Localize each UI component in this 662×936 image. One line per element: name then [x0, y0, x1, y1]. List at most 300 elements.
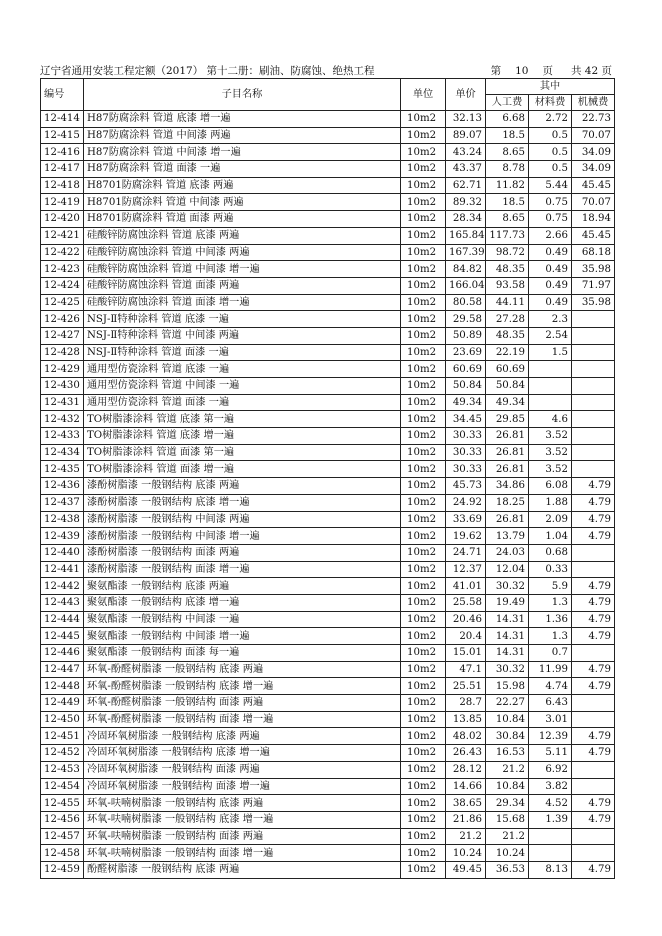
row-material-cost: 12.39	[529, 728, 572, 745]
row-code: 12-441	[41, 561, 84, 578]
row-labor-cost: 21.2	[486, 761, 529, 778]
row-unit-price: 49.45	[446, 861, 486, 878]
row-code: 12-428	[41, 344, 84, 361]
row-item-name: 漆酚树脂漆 一般钢结构 中间漆 增一遍	[84, 528, 401, 545]
table-row	[41, 611, 615, 628]
row-unit: 10m2	[401, 578, 446, 595]
document-title: 辽宁省通用安装工程定额（2017） 第十二册：刷油、防腐蚀、绝热工程	[40, 65, 375, 77]
row-unit-price: 50.84	[446, 378, 486, 395]
row-item-name: 漆酚树脂漆 一般钢结构 面漆 两遍	[84, 544, 401, 561]
row-labor-cost: 8.78	[486, 161, 529, 178]
row-material-cost: 0.75	[529, 194, 572, 211]
row-code: 12-418	[41, 177, 84, 194]
row-item-name: 环氧-酚醛树脂漆 一般钢结构 底漆 增一遍	[84, 678, 401, 695]
table-row	[41, 861, 615, 878]
row-unit-price: 167.39	[446, 244, 486, 261]
row-machine-cost: 4.79	[572, 511, 615, 528]
row-machine-cost	[572, 394, 615, 411]
row-item-name: 环氧-呋喃树脂漆 一般钢结构 底漆 两遍	[84, 795, 401, 812]
table-row	[41, 211, 615, 228]
row-machine-cost: 71.97	[572, 277, 615, 294]
row-unit-price: 38.65	[446, 795, 486, 812]
row-code: 12-451	[41, 728, 84, 745]
table-row	[41, 144, 615, 161]
row-unit-price: 48.02	[446, 728, 486, 745]
row-material-cost: 0.49	[529, 244, 572, 261]
row-code: 12-454	[41, 778, 84, 795]
row-unit: 10m2	[401, 695, 446, 712]
row-unit: 10m2	[401, 344, 446, 361]
row-item-name: 硅酸锌防腐蚀涂料 管道 中间漆 增一遍	[84, 261, 401, 278]
row-item-name: H87防腐涂料 管道 面漆 一遍	[84, 161, 401, 178]
table-row	[41, 161, 615, 178]
table-row	[41, 745, 615, 762]
row-unit: 10m2	[401, 127, 446, 144]
row-machine-cost: 4.79	[572, 494, 615, 511]
row-unit-price: 20.4	[446, 628, 486, 645]
row-unit-price: 15.01	[446, 645, 486, 662]
row-labor-cost: 13.79	[486, 528, 529, 545]
row-code: 12-416	[41, 144, 84, 161]
row-item-name: 漆酚树脂漆 一般钢结构 底漆 两遍	[84, 478, 401, 495]
row-labor-cost: 22.19	[486, 344, 529, 361]
row-unit: 10m2	[401, 394, 446, 411]
row-machine-cost	[572, 561, 615, 578]
table-row	[41, 344, 615, 361]
row-unit-price: 89.07	[446, 127, 486, 144]
row-code: 12-442	[41, 578, 84, 595]
row-item-name: H87防腐涂料 管道 底漆 增一遍	[84, 111, 401, 128]
row-unit-price: 49.34	[446, 394, 486, 411]
table-row	[41, 711, 615, 728]
row-unit-price: 60.69	[446, 361, 486, 378]
row-material-cost: 0.5	[529, 144, 572, 161]
table-row	[41, 695, 615, 712]
row-item-name: NSJ-Ⅱ特种涂料 管道 底漆 一遍	[84, 311, 401, 328]
row-code: 12-436	[41, 478, 84, 495]
row-labor-cost: 36.53	[486, 861, 529, 878]
row-unit-price: 43.37	[446, 161, 486, 178]
row-item-name: H8701防腐涂料 管道 面漆 两遍	[84, 211, 401, 228]
table-row	[41, 778, 615, 795]
row-item-name: 聚氨酯漆 一般钢结构 中间漆 一遍	[84, 611, 401, 628]
row-machine-cost: 34.09	[572, 144, 615, 161]
row-machine-cost	[572, 828, 615, 845]
row-unit: 10m2	[401, 277, 446, 294]
row-code: 12-438	[41, 511, 84, 528]
table-row	[41, 311, 615, 328]
row-item-name: 硅酸锌防腐蚀涂料 管道 底漆 两遍	[84, 227, 401, 244]
row-machine-cost: 70.07	[572, 127, 615, 144]
row-unit-price: 21.86	[446, 811, 486, 828]
row-unit: 10m2	[401, 227, 446, 244]
row-machine-cost	[572, 327, 615, 344]
row-unit-price: 30.33	[446, 428, 486, 445]
row-material-cost: 8.13	[529, 861, 572, 878]
row-material-cost: 0.49	[529, 294, 572, 311]
row-item-name: 冷固环氧树脂漆 一般钢结构 底漆 增一遍	[84, 745, 401, 762]
row-material-cost: 0.49	[529, 277, 572, 294]
row-material-cost: 0.5	[529, 127, 572, 144]
row-machine-cost	[572, 344, 615, 361]
row-item-name: 环氧-呋喃树脂漆 一般钢结构 面漆 增一遍	[84, 845, 401, 862]
row-item-name: 聚氨酯漆 一般钢结构 面漆 每一遍	[84, 645, 401, 662]
row-machine-cost	[572, 544, 615, 561]
row-code: 12-425	[41, 294, 84, 311]
table-row	[41, 361, 615, 378]
row-code: 12-435	[41, 461, 84, 478]
table-row	[41, 428, 615, 445]
row-unit-price: 29.58	[446, 311, 486, 328]
row-labor-cost: 15.98	[486, 678, 529, 695]
row-code: 12-448	[41, 678, 84, 695]
row-unit-price: 32.13	[446, 111, 486, 128]
row-unit: 10m2	[401, 194, 446, 211]
table-row	[41, 294, 615, 311]
row-material-cost: 3.82	[529, 778, 572, 795]
row-material-cost: 2.72	[529, 111, 572, 128]
row-item-name: 环氧-呋喃树脂漆 一般钢结构 面漆 两遍	[84, 828, 401, 845]
table-row	[41, 394, 615, 411]
row-labor-cost: 10.24	[486, 845, 529, 862]
table-row	[41, 127, 615, 144]
table-row	[41, 444, 615, 461]
row-machine-cost: 4.79	[572, 861, 615, 878]
row-material-cost: 1.39	[529, 811, 572, 828]
row-code: 12-429	[41, 361, 84, 378]
row-labor-cost: 10.84	[486, 711, 529, 728]
row-item-name: 冷固环氧树脂漆 一般钢结构 底漆 两遍	[84, 728, 401, 745]
row-unit: 10m2	[401, 861, 446, 878]
row-code: 12-445	[41, 628, 84, 645]
column-group-header: 其中	[486, 79, 615, 95]
table-row	[41, 177, 615, 194]
row-material-cost	[529, 394, 572, 411]
row-material-cost: 0.33	[529, 561, 572, 578]
row-unit: 10m2	[401, 778, 446, 795]
row-material-cost: 4.52	[529, 795, 572, 812]
row-machine-cost: 4.79	[572, 795, 615, 812]
row-item-name: 硅酸锌防腐蚀涂料 管道 面漆 增一遍	[84, 294, 401, 311]
row-material-cost: 5.9	[529, 578, 572, 595]
row-unit: 10m2	[401, 428, 446, 445]
row-item-name: TO树脂漆涂料 管道 面漆 第一遍	[84, 444, 401, 461]
row-unit-price: 13.85	[446, 711, 486, 728]
row-code: 12-423	[41, 261, 84, 278]
row-material-cost: 2.66	[529, 227, 572, 244]
row-material-cost: 0.49	[529, 261, 572, 278]
row-unit: 10m2	[401, 561, 446, 578]
column-header-name: 子目名称	[84, 79, 401, 111]
row-labor-cost: 27.28	[486, 311, 529, 328]
row-unit: 10m2	[401, 611, 446, 628]
row-material-cost: 6.08	[529, 478, 572, 495]
row-unit-price: 41.01	[446, 578, 486, 595]
row-machine-cost: 45.45	[572, 177, 615, 194]
row-code: 12-453	[41, 761, 84, 778]
table-row	[41, 111, 615, 128]
row-machine-cost: 4.79	[572, 745, 615, 762]
row-material-cost: 4.74	[529, 678, 572, 695]
row-machine-cost	[572, 778, 615, 795]
row-labor-cost: 44.11	[486, 294, 529, 311]
row-unit: 10m2	[401, 144, 446, 161]
row-machine-cost: 70.07	[572, 194, 615, 211]
row-labor-cost: 26.81	[486, 444, 529, 461]
row-material-cost: 1.3	[529, 628, 572, 645]
row-machine-cost: 4.79	[572, 528, 615, 545]
row-code: 12-457	[41, 828, 84, 845]
row-material-cost	[529, 828, 572, 845]
row-material-cost: 0.7	[529, 645, 572, 662]
column-header-material: 材料费	[529, 95, 572, 111]
row-machine-cost: 4.79	[572, 811, 615, 828]
row-labor-cost: 98.72	[486, 244, 529, 261]
row-material-cost: 6.92	[529, 761, 572, 778]
row-labor-cost: 26.81	[486, 428, 529, 445]
row-unit: 10m2	[401, 594, 446, 611]
row-unit-price: 26.43	[446, 745, 486, 762]
page-indicator	[491, 63, 612, 78]
row-material-cost: 1.88	[529, 494, 572, 511]
row-labor-cost: 60.69	[486, 361, 529, 378]
row-unit: 10m2	[401, 511, 446, 528]
table-row	[41, 645, 615, 662]
row-material-cost: 3.52	[529, 444, 572, 461]
row-labor-cost: 93.58	[486, 277, 529, 294]
row-machine-cost: 35.98	[572, 294, 615, 311]
row-machine-cost: 35.98	[572, 261, 615, 278]
row-machine-cost: 45.45	[572, 227, 615, 244]
row-item-name: 环氧-呋喃树脂漆 一般钢结构 底漆 增一遍	[84, 811, 401, 828]
row-code: 12-414	[41, 111, 84, 128]
row-labor-cost: 18.5	[486, 127, 529, 144]
table-row	[41, 494, 615, 511]
row-machine-cost: 4.79	[572, 628, 615, 645]
row-item-name: H87防腐涂料 管道 中间漆 两遍	[84, 127, 401, 144]
row-item-name: TO树脂漆涂料 管道 面漆 增一遍	[84, 461, 401, 478]
row-unit-price: 33.69	[446, 511, 486, 528]
row-machine-cost: 4.79	[572, 678, 615, 695]
row-item-name: 硅酸锌防腐蚀涂料 管道 面漆 两遍	[84, 277, 401, 294]
row-material-cost: 3.01	[529, 711, 572, 728]
row-code: 12-421	[41, 227, 84, 244]
row-item-name: NSJ-Ⅱ特种涂料 管道 面漆 一遍	[84, 344, 401, 361]
row-labor-cost: 21.2	[486, 828, 529, 845]
row-labor-cost: 14.31	[486, 645, 529, 662]
row-machine-cost	[572, 444, 615, 461]
row-item-name: 冷固环氧树脂漆 一般钢结构 面漆 增一遍	[84, 778, 401, 795]
row-code: 12-439	[41, 528, 84, 545]
row-machine-cost	[572, 461, 615, 478]
row-unit-price: 10.24	[446, 845, 486, 862]
row-machine-cost: 4.79	[572, 661, 615, 678]
row-unit: 10m2	[401, 845, 446, 862]
row-code: 12-455	[41, 795, 84, 812]
row-machine-cost: 4.79	[572, 611, 615, 628]
document-header	[40, 62, 614, 78]
row-machine-cost: 4.79	[572, 478, 615, 495]
row-item-name: H87防腐涂料 管道 中间漆 增一遍	[84, 144, 401, 161]
row-machine-cost: 22.73	[572, 111, 615, 128]
row-machine-cost	[572, 378, 615, 395]
table-row	[41, 845, 615, 862]
row-labor-cost: 12.04	[486, 561, 529, 578]
column-header-price: 单价	[446, 79, 486, 111]
row-unit: 10m2	[401, 678, 446, 695]
row-unit-price: 23.69	[446, 344, 486, 361]
row-machine-cost	[572, 361, 615, 378]
row-code: 12-415	[41, 127, 84, 144]
row-code: 12-426	[41, 311, 84, 328]
row-unit-price: 24.92	[446, 494, 486, 511]
row-machine-cost	[572, 311, 615, 328]
row-material-cost: 3.52	[529, 461, 572, 478]
row-item-name: 漆酚树脂漆 一般钢结构 面漆 增一遍	[84, 561, 401, 578]
row-labor-cost: 48.35	[486, 261, 529, 278]
row-material-cost: 0.5	[529, 161, 572, 178]
quota-table-body	[41, 111, 615, 879]
row-code: 12-431	[41, 394, 84, 411]
row-item-name: 聚氨酯漆 一般钢结构 中间漆 增一遍	[84, 628, 401, 645]
page-prefix: 第	[490, 65, 502, 77]
row-labor-cost: 8.65	[486, 144, 529, 161]
table-row	[41, 811, 615, 828]
row-labor-cost: 18.25	[486, 494, 529, 511]
row-item-name: 环氧-酚醛树脂漆 一般钢结构 面漆 两遍	[84, 695, 401, 712]
row-item-name: 通用型仿瓷涂料 管道 底漆 一遍	[84, 361, 401, 378]
row-labor-cost: 30.84	[486, 728, 529, 745]
row-unit: 10m2	[401, 111, 446, 128]
row-machine-cost: 4.79	[572, 578, 615, 595]
row-item-name: 酚醛树脂漆 一般钢结构 底漆 两遍	[84, 861, 401, 878]
table-row	[41, 194, 615, 211]
column-header-unit: 单位	[401, 79, 446, 111]
table-row	[41, 378, 615, 395]
row-code: 12-434	[41, 444, 84, 461]
table-row	[41, 411, 615, 428]
row-unit-price: 34.45	[446, 411, 486, 428]
row-machine-cost	[572, 845, 615, 862]
row-material-cost: 6.43	[529, 695, 572, 712]
row-material-cost: 1.3	[529, 594, 572, 611]
row-unit-price: 24.71	[446, 544, 486, 561]
row-labor-cost: 22.27	[486, 695, 529, 712]
row-code: 12-427	[41, 327, 84, 344]
row-code: 12-459	[41, 861, 84, 878]
row-unit-price: 45.73	[446, 478, 486, 495]
row-unit: 10m2	[401, 645, 446, 662]
table-row	[41, 511, 615, 528]
row-material-cost: 5.11	[529, 745, 572, 762]
row-labor-cost: 26.81	[486, 511, 529, 528]
row-item-name: NSJ-Ⅱ特种涂料 管道 中间漆 两遍	[84, 327, 401, 344]
row-material-cost: 11.99	[529, 661, 572, 678]
row-item-name: 漆酚树脂漆 一般钢结构 中间漆 两遍	[84, 511, 401, 528]
row-unit-price: 30.33	[446, 461, 486, 478]
row-labor-cost: 50.84	[486, 378, 529, 395]
row-labor-cost: 14.31	[486, 611, 529, 628]
row-code: 12-430	[41, 378, 84, 395]
row-material-cost	[529, 845, 572, 862]
row-item-name: 漆酚树脂漆 一般钢结构 底漆 增一遍	[84, 494, 401, 511]
column-header-machine: 机械费	[572, 95, 615, 111]
row-code: 12-452	[41, 745, 84, 762]
row-labor-cost: 16.53	[486, 745, 529, 762]
row-unit: 10m2	[401, 711, 446, 728]
row-labor-cost: 19.49	[486, 594, 529, 611]
row-labor-cost: 26.81	[486, 461, 529, 478]
table-row	[41, 578, 615, 595]
row-unit: 10m2	[401, 361, 446, 378]
table-row	[41, 461, 615, 478]
row-unit: 10m2	[401, 461, 446, 478]
quota-table	[40, 78, 615, 879]
row-code: 12-440	[41, 544, 84, 561]
row-code: 12-432	[41, 411, 84, 428]
row-material-cost: 0.68	[529, 544, 572, 561]
row-machine-cost	[572, 761, 615, 778]
table-row	[41, 661, 615, 678]
table-row	[41, 544, 615, 561]
table-row	[41, 261, 615, 278]
table-row	[41, 761, 615, 778]
row-unit-price: 28.7	[446, 695, 486, 712]
table-row	[41, 227, 615, 244]
row-material-cost	[529, 361, 572, 378]
row-machine-cost	[572, 711, 615, 728]
row-unit: 10m2	[401, 311, 446, 328]
table-row	[41, 594, 615, 611]
row-unit: 10m2	[401, 544, 446, 561]
row-code: 12-449	[41, 695, 84, 712]
row-item-name: 硅酸锌防腐蚀涂料 管道 中间漆 两遍	[84, 244, 401, 261]
row-labor-cost: 29.85	[486, 411, 529, 428]
table-row	[41, 561, 615, 578]
row-material-cost: 1.04	[529, 528, 572, 545]
row-unit: 10m2	[401, 494, 446, 511]
row-machine-cost: 18.94	[572, 211, 615, 228]
row-labor-cost: 30.32	[486, 578, 529, 595]
row-unit-price: 89.32	[446, 194, 486, 211]
total-pages: 共 42 页	[570, 65, 612, 77]
row-unit: 10m2	[401, 261, 446, 278]
table-row	[41, 828, 615, 845]
row-unit: 10m2	[401, 628, 446, 645]
row-labor-cost: 10.84	[486, 778, 529, 795]
row-material-cost: 2.3	[529, 311, 572, 328]
row-code: 12-458	[41, 845, 84, 862]
row-machine-cost: 4.79	[572, 594, 615, 611]
row-unit: 10m2	[401, 211, 446, 228]
row-material-cost: 4.6	[529, 411, 572, 428]
row-unit-price: 43.24	[446, 144, 486, 161]
row-unit: 10m2	[401, 244, 446, 261]
row-code: 12-420	[41, 211, 84, 228]
row-machine-cost: 34.09	[572, 161, 615, 178]
table-row	[41, 528, 615, 545]
row-unit: 10m2	[401, 327, 446, 344]
page-unit: 页	[542, 65, 553, 77]
row-item-name: 环氧-酚醛树脂漆 一般钢结构 底漆 两遍	[84, 661, 401, 678]
row-code: 12-422	[41, 244, 84, 261]
row-unit: 10m2	[401, 294, 446, 311]
row-unit-price: 62.71	[446, 177, 486, 194]
row-unit: 10m2	[401, 378, 446, 395]
row-unit-price: 28.34	[446, 211, 486, 228]
row-machine-cost: 4.79	[572, 728, 615, 745]
row-labor-cost: 8.65	[486, 211, 529, 228]
